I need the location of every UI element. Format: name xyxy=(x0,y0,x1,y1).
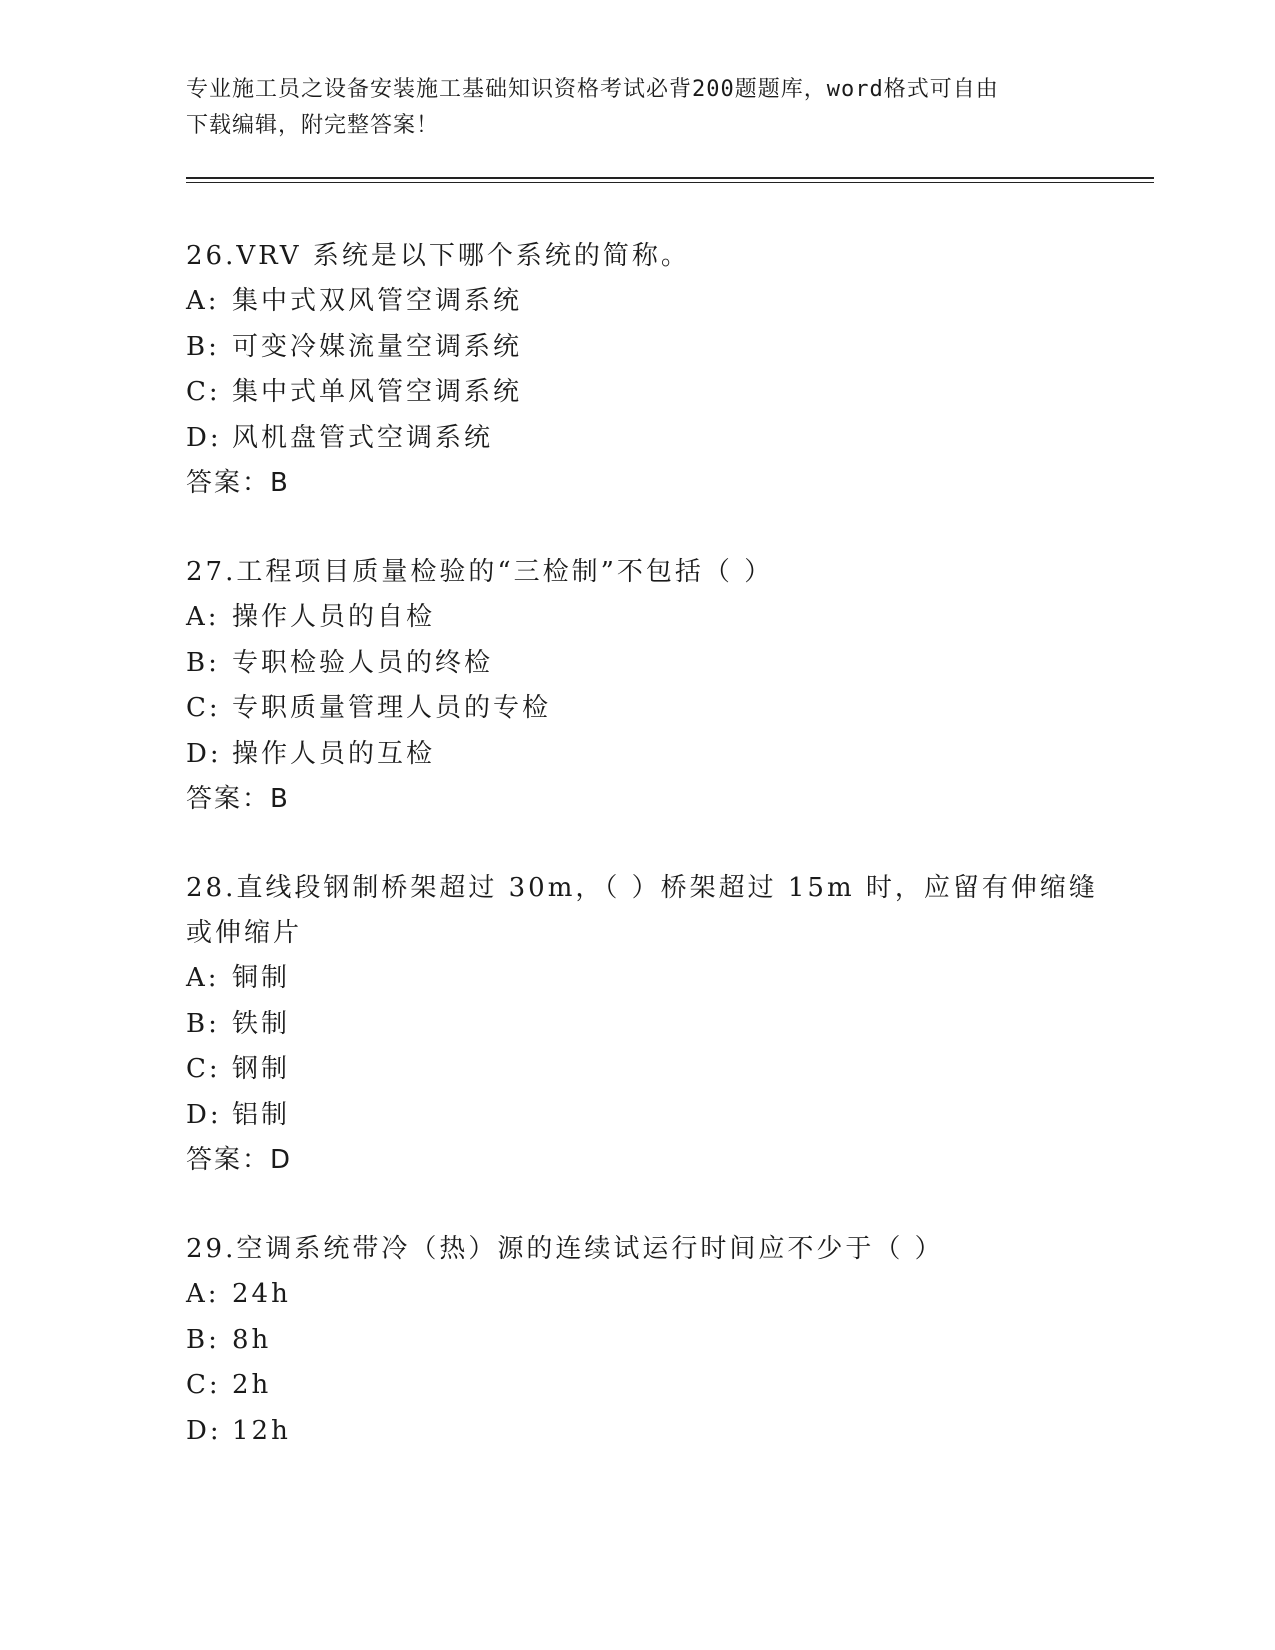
option-text: 操作人员的自检 xyxy=(232,602,436,632)
option-text: 专职质量管理人员的专检 xyxy=(232,693,552,723)
option-text: 专职检验人员的终检 xyxy=(232,647,494,678)
option-text: 集中式双风管空调系统 xyxy=(232,286,523,316)
option-text: 12h xyxy=(232,1415,291,1446)
option-text: 操作人员的互检 xyxy=(232,738,436,769)
option-letter: D: xyxy=(186,1099,222,1130)
option-letter: B: xyxy=(186,1324,220,1355)
option-c xyxy=(186,370,1106,416)
question-26 xyxy=(186,234,1106,506)
option-d xyxy=(186,416,1106,462)
option-letter: B: xyxy=(186,647,220,678)
option-letter: A: xyxy=(186,1279,220,1309)
header-line-1: 专业施工员之设备安装施工基础知识资格考试必背200题题库，word格式可自由 xyxy=(186,77,999,102)
option-a xyxy=(186,279,1106,325)
option-a xyxy=(186,956,1106,1002)
option-text: 铁制 xyxy=(232,1008,291,1039)
answer-line: 答案：D xyxy=(186,1145,293,1175)
option-a xyxy=(186,595,1106,641)
option-letter: B: xyxy=(186,1008,220,1039)
question-28 xyxy=(186,866,1106,1183)
question-stem: 28.直线段钢制桥架超过 30m，（ ）桥架超过 15m 时，应留有伸缩缝或伸缩片 xyxy=(186,873,1098,948)
option-c xyxy=(186,1047,1106,1093)
option-text: 铝制 xyxy=(232,1099,291,1130)
option-text: 钢制 xyxy=(232,1054,291,1084)
answer-line: 答案：B xyxy=(186,468,290,498)
option-text: 2h xyxy=(232,1370,272,1400)
option-letter: D: xyxy=(186,422,222,453)
header-line-2: 下载编辑，附完整答案！ xyxy=(186,113,440,138)
option-letter: D: xyxy=(186,1415,222,1446)
question-stem: 26.VRV 系统是以下哪个系统的简称。 xyxy=(186,241,690,271)
option-b xyxy=(186,641,1106,687)
option-d xyxy=(186,732,1106,778)
question-stem: 27.工程项目质量检验的“三检制”不包括（ ） xyxy=(186,557,774,587)
question-29 xyxy=(186,1227,1106,1454)
option-d xyxy=(186,1409,1106,1455)
option-b xyxy=(186,1318,1106,1364)
header-divider-top xyxy=(186,177,1154,179)
question-stem: 29.空调系统带冷（热）源的连续试运行时间应不少于（ ） xyxy=(186,1234,944,1264)
option-text: 铜制 xyxy=(232,963,291,993)
option-text: 风机盘管式空调系统 xyxy=(232,422,494,453)
option-letter: D: xyxy=(186,738,222,769)
option-letter: A: xyxy=(186,602,220,632)
option-letter: C: xyxy=(186,693,221,723)
option-letter: A: xyxy=(186,286,220,316)
option-text: 集中式单风管空调系统 xyxy=(232,377,523,407)
option-b xyxy=(186,1002,1106,1048)
option-d xyxy=(186,1093,1106,1139)
option-c xyxy=(186,1363,1106,1409)
question-27 xyxy=(186,550,1106,822)
option-letter: B: xyxy=(186,331,220,362)
option-letter: C: xyxy=(186,1370,221,1400)
question-list xyxy=(186,234,1106,1498)
option-a xyxy=(186,1272,1106,1318)
option-letter: C: xyxy=(186,1054,221,1084)
option-c xyxy=(186,686,1106,732)
option-text: 24h xyxy=(232,1279,291,1309)
document-header xyxy=(186,72,1086,144)
answer-line: 答案：B xyxy=(186,784,290,814)
option-text: 8h xyxy=(232,1324,272,1355)
header-divider-bottom xyxy=(186,182,1154,183)
option-letter: C: xyxy=(186,377,221,407)
option-text: 可变冷媒流量空调系统 xyxy=(232,331,523,362)
option-b xyxy=(186,325,1106,371)
option-letter: A: xyxy=(186,963,220,993)
